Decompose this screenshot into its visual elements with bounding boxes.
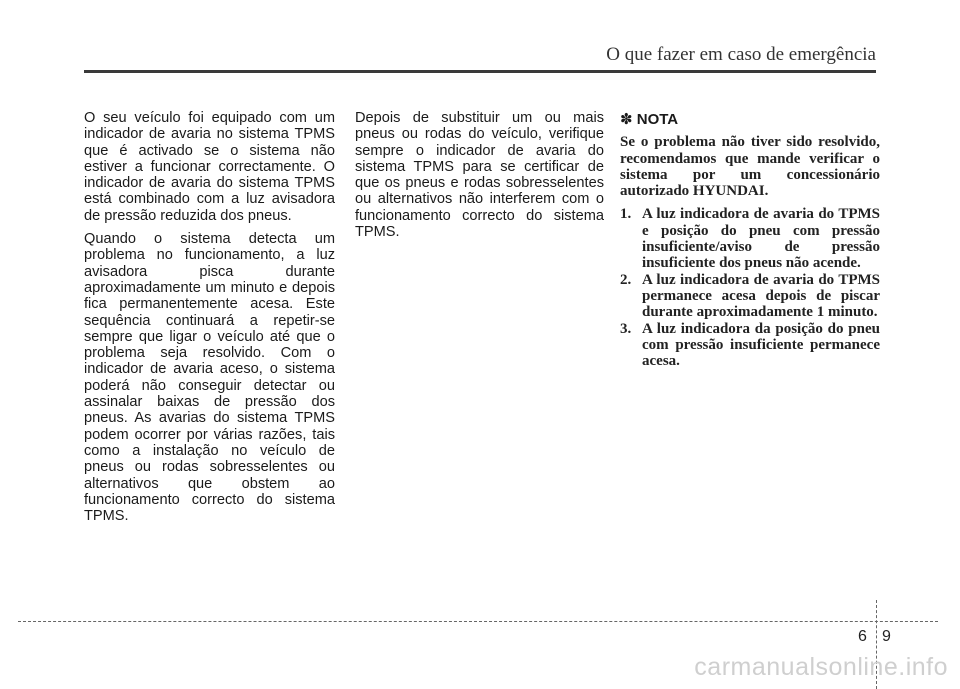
- text-column-middle: [355, 110, 604, 247]
- list-item: [620, 272, 880, 321]
- text-column-left: [84, 110, 335, 531]
- page-header-title: O que fazer em caso de emergência: [606, 44, 876, 65]
- list-item-number: 2.: [620, 271, 632, 288]
- note-box: [620, 112, 880, 369]
- chapter-number: 6: [858, 628, 867, 645]
- paragraph: Quando o sistema detecta um problema no funcionamento, a luz avisadora pisca durante aproximadamente um minuto e depois fica permanentemente acesa. Este sequência continuará a repetir-se sempre que ligar o veículo até que o problema seja resolvido. Com o indicador de avaria aceso, o sistema poderá não conseguir detectar ou assinalar baixas de pressão dos pneus. As avarias do sistema TPMS podem ocorrer por várias razões, tais como a instalação no veículo de pneus ou rodas sobresselentes ou alternativos que obstem ao funcionamento correcto do sistema TPMS.: [84, 231, 335, 525]
- list-item-number: 3.: [620, 320, 632, 337]
- note-intro: Se o problema não tiver sido resolvido, recomendamos que mande verificar o sistema por um concessionário autorizado HYUNDAI.: [620, 134, 880, 200]
- paragraph: O seu veículo foi equipado com um indicador de avaria no sistema TPMS que é activado se o sistema não estiver a funcionar correctamente. O indicador de avaria do sistema TPMS está combinado com a luz avisadora de pressão reduzida dos pneus.: [84, 110, 335, 224]
- list-item: [620, 206, 880, 271]
- paragraph: Depois de substituir um ou mais pneus ou rodas do veículo, verifique sempre o indicador de avaria do sistema TPMS para se certificar de que os pneus e rodas sobresselentes ou alternativos não interferem com o funcionamento correcto do sistema TPMS.: [355, 110, 604, 241]
- note-title: ✽ NOTA: [620, 111, 679, 128]
- watermark: carmanualsonline.info: [694, 653, 948, 681]
- list-item-text: A luz indicadora da posição do pneu com pressão insuficiente permanece acesa.: [642, 320, 880, 370]
- list-item: [620, 321, 880, 370]
- list-item-text: A luz indicadora de avaria do TPMS permanece acesa depois de piscar durante aproximadamente 1 minuto.: [642, 271, 880, 321]
- list-item-number: 1.: [620, 206, 632, 223]
- footer-divider: [18, 621, 938, 622]
- header-rule: [84, 70, 876, 73]
- note-list: [620, 206, 880, 369]
- page-number: 9: [882, 628, 891, 645]
- list-item-text: A luz indicadora de avaria do TPMS e posição do pneu com pressão insuficiente/aviso de pressão insuficiente dos pneus não acende.: [642, 206, 880, 272]
